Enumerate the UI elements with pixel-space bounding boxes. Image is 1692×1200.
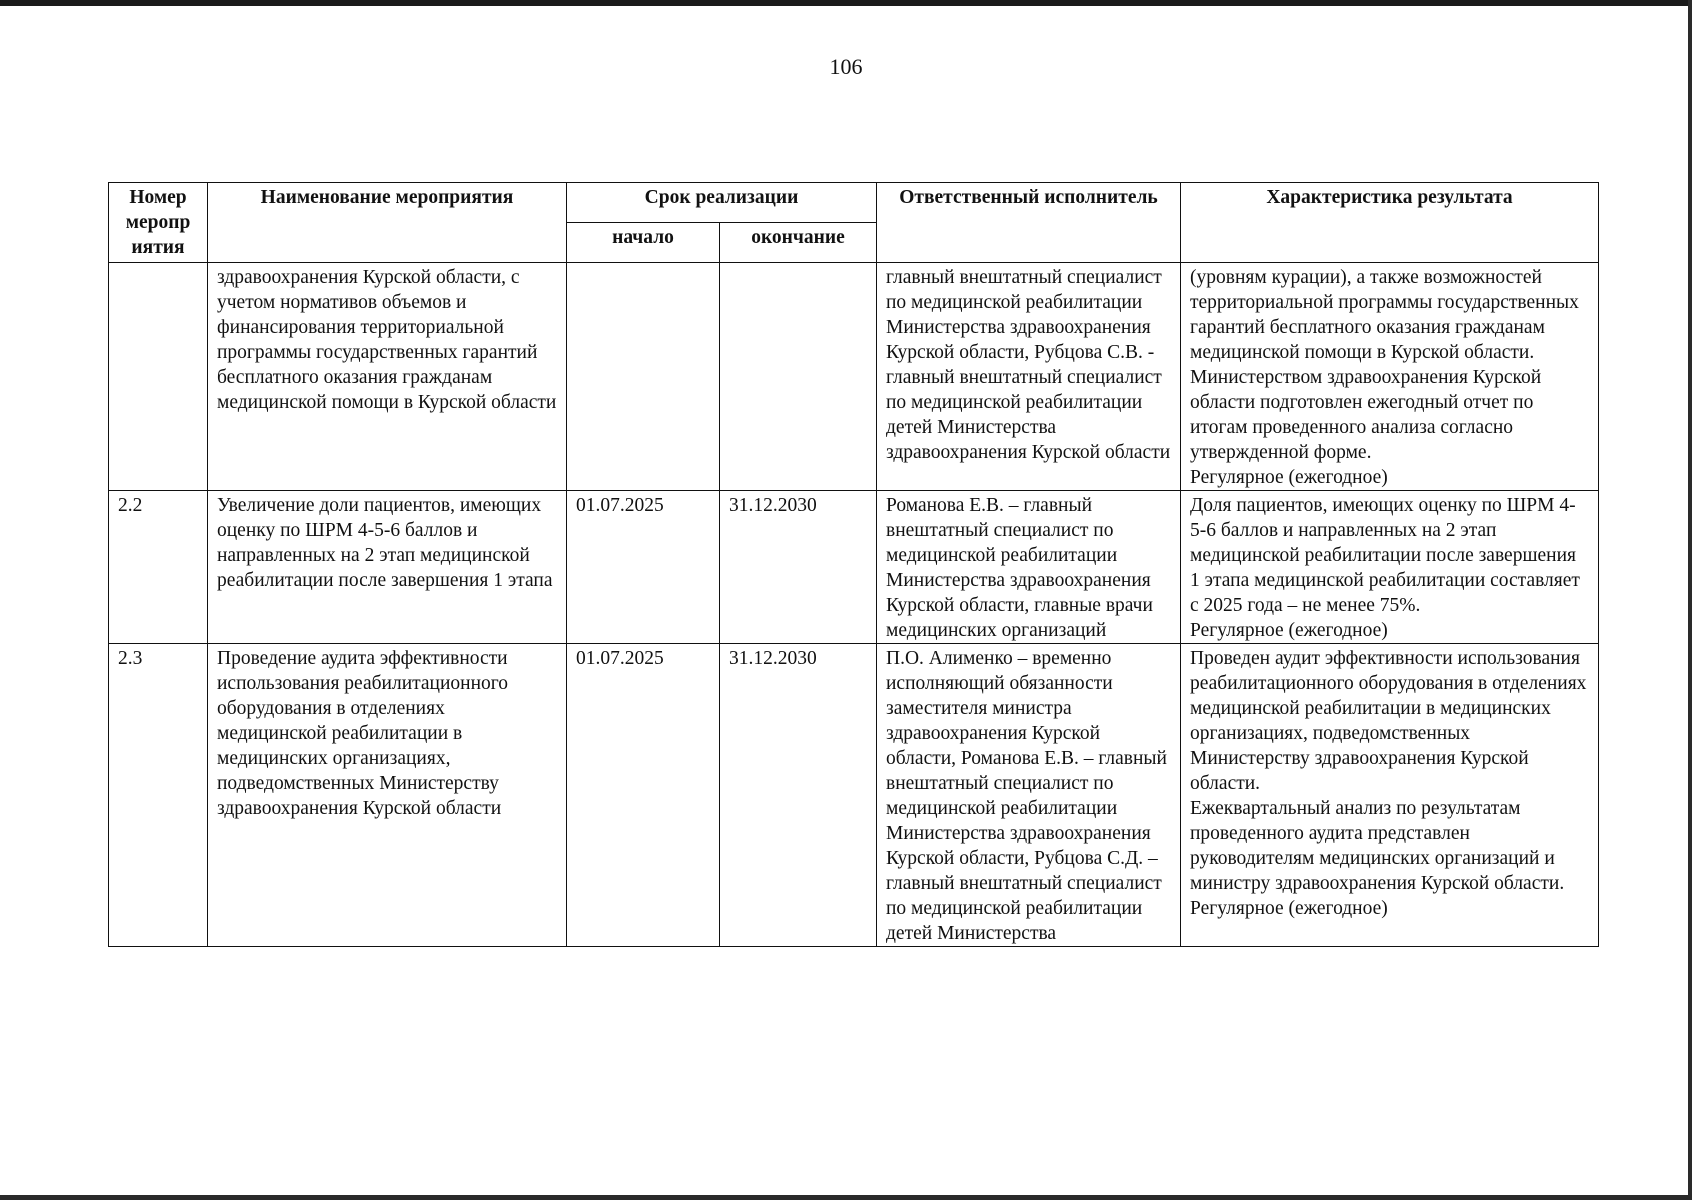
row-responsible: Романова Е.В. – главный внештатный специалист по медицинской реабилитации Министерства здравоохранения Курской области, главные врачи медицинских организаций [877,491,1181,644]
row-result: Доля пациентов, имеющих оценку по ШРМ 4-5-6 баллов и направленных на 2 этап медицинской реабилитации после завершения 1 этапа медицинской реабилитации составляет с 2025 года – не менее 75%. Регулярное (ежегодное) [1181,491,1599,644]
row-start [567,263,720,491]
header-number: Номер меропр иятия [109,183,208,263]
row-result: Проведен аудит эффективности использования реабилитационного оборудования в отделениях медицинской реабилитации в медицинских организациях, подведомственных Министерству здравоохранения Курской области. Ежеквартальный анализ по результатам проведенного аудита представлен руководителям медицинских организаций и министру здравоохранения Курской области. Регулярное (ежегодное) [1181,644,1599,947]
row-number: 2.2 [109,491,208,644]
row-end [720,263,877,491]
table-header-row [109,183,1599,223]
row-start: 01.07.2025 [567,491,720,644]
row-end: 31.12.2030 [720,491,877,644]
activities-table [108,182,1599,947]
row-name: Увеличение доли пациентов, имеющих оценку по ШРМ 4-5-6 баллов и направленных на 2 этап медицинской реабилитации после завершения 1 этапа [208,491,567,644]
header-result: Характеристика результата [1181,183,1599,263]
scan-edge-top [0,0,1692,6]
header-end: окончание [720,223,877,263]
row-start: 01.07.2025 [567,644,720,947]
scan-edge-bottom [0,1195,1692,1200]
row-name: Проведение аудита эффективности использования реабилитационного оборудования в отделениях медицинской реабилитации в медицинских организациях, подведомственных Министерству здравоохранения Курской области [208,644,567,947]
row-responsible: П.О. Алименко – временно исполняющий обязанности заместителя министра здравоохранения Курской области, Романова Е.В. – главный внештатный специалист по медицинской реабилитации Министерства здравоохранения Курской области, Рубцова С.Д. – главный внештатный специалист по медицинской реабилитации детей Министерства [877,644,1181,947]
page-number: 106 [829,54,863,79]
table-row [109,491,1599,644]
header-name: Наименование мероприятия [208,183,567,263]
row-number [109,263,208,491]
table-row [109,263,1599,491]
row-number: 2.3 [109,644,208,947]
header-responsible: Ответственный исполнитель [877,183,1181,263]
row-end: 31.12.2030 [720,644,877,947]
header-term: Срок реализации [567,183,877,223]
header-start: начало [567,223,720,263]
row-result: (уровням курации), а также возможностей территориальной программы государственных гарантий бесплатного оказания гражданам медицинской помощи в Курской области. Министерством здравоохранения Курской области подготовлен ежегодный отчет по итогам проведенного анализа согласно утвержденной форме. Регулярное (ежегодное) [1181,263,1599,491]
row-name: здравоохранения Курской области, с учетом нормативов объемов и финансирования территориальной программы государственных гарантий бесплатного оказания гражданам медицинской помощи в Курской области [208,263,567,491]
row-responsible: главный внештатный специалист по медицинской реабилитации Министерства здравоохранения Курской области, Рубцова С.В. - главный внештатный специалист по медицинской реабилитации детей Министерства здравоохранения Курской области [877,263,1181,491]
table-row [109,644,1599,947]
scan-edge-right [1688,0,1692,1200]
